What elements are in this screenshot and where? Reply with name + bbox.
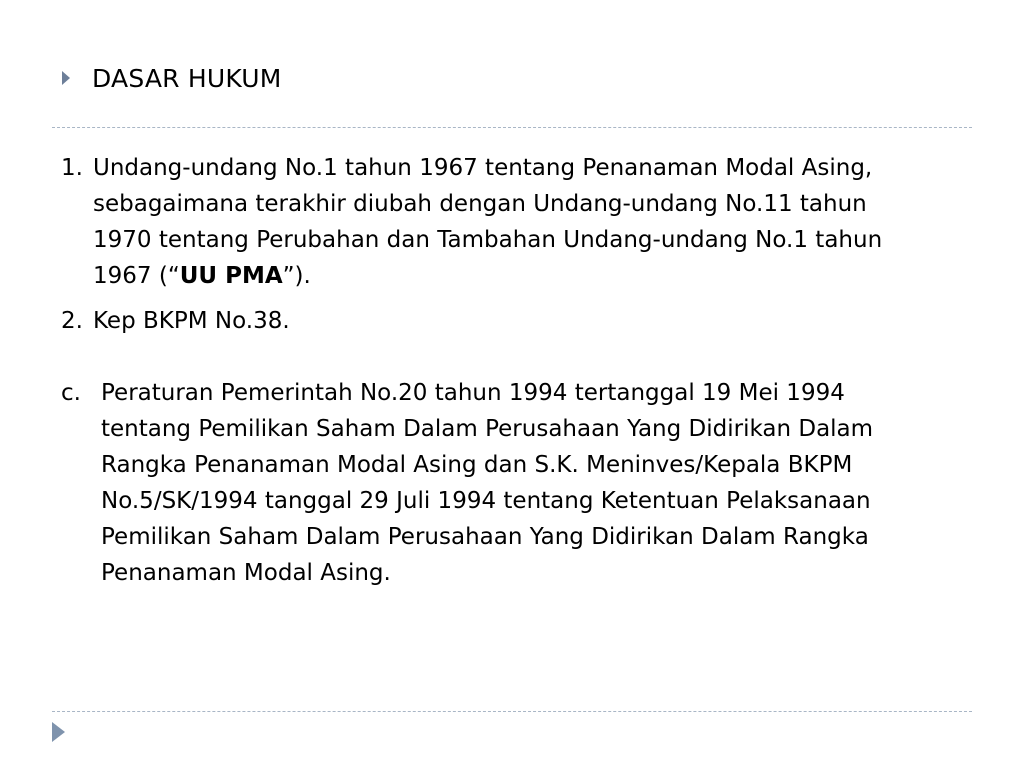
list-item-2 [61,303,931,339]
list-number-2: 2. [61,308,83,334]
next-slide-arrow-icon[interactable] [52,722,65,742]
top-dashed-divider [52,127,972,128]
list-text-1-part-a: Undang-undang No.1 tahun 1967 tentang Penanaman Modal Asing, sebagaimana terakhir diubah dengan Undang-undang No.11 tahun 1970 tentang Perubahan dan Tambahan Undang-undang No.1 tahun 1967 (“ [93,155,883,289]
list-text-1-part-b: ”). [282,263,311,289]
slide-heading-row [62,58,282,98]
triangle-bullet-icon [62,71,70,85]
list-item-1 [61,150,931,294]
slide-title: DASAR HUKUM [92,63,282,93]
bottom-dashed-divider [52,711,972,712]
slide-body [61,150,931,591]
list-text-2: Kep BKPM No.38. [93,308,290,334]
list-text-c: Peraturan Pemerintah No.20 tahun 1994 tertanggal 19 Mei 1994 tentang Pemilikan Saham Dalam Perusahaan Yang Didirikan Dalam Rangka Penanaman Modal Asing dan S.K. Meninves/Kepala BKPM No.5/SK/1994 tanggal 29 Juli 1994 tentang Ketentuan Pelaksanaan Pemilikan Saham Dalam Perusahaan Yang Didirikan Dalam Rangka Penanaman Modal Asing. [101,380,874,586]
list-text-1 [93,150,931,294]
list-item-c [61,375,931,591]
list-number-c: c. [61,380,81,406]
uu-pma-term: UU PMA [179,263,283,289]
list-number-1: 1. [61,155,83,181]
